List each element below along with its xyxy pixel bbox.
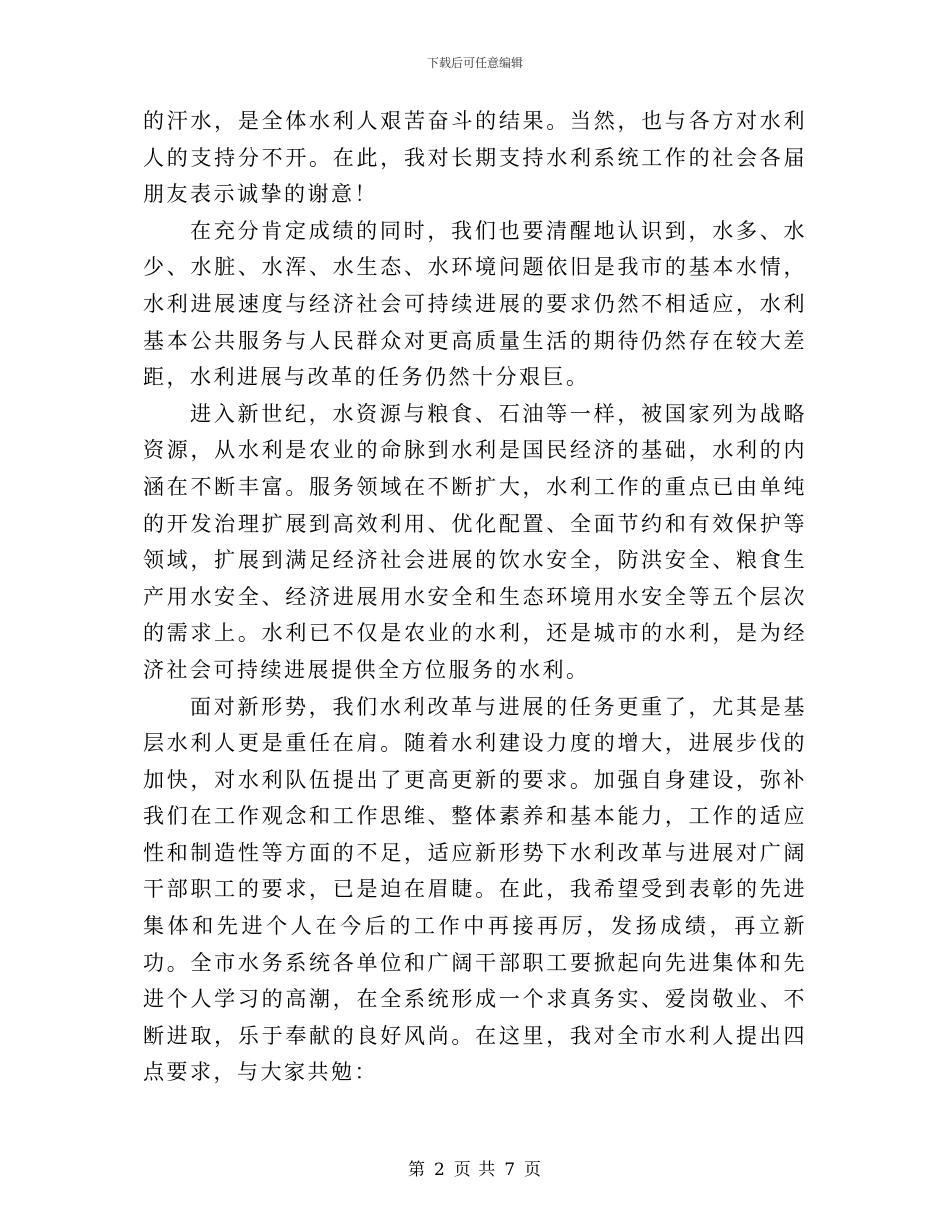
page-header: 下载后可任意编辑 [426, 56, 523, 70]
paragraph-1: 的汗水，是全体水利人艰苦奋斗的结果。当然，也与各方对水利人的支持分不开。在此，我对长期支持水利系统工作的社会各届朋友表示诚挚的谢意！ [143, 109, 807, 207]
footer-suffix: 页 [524, 1160, 543, 1180]
footer-prefix: 第 [407, 1160, 426, 1180]
footer-middle: 页 共 [453, 1160, 497, 1180]
total-page-count: 7 [504, 1160, 517, 1180]
current-page-number: 2 [433, 1160, 446, 1180]
page-footer [0, 1155, 950, 1180]
paragraph-2: 在充分肯定成绩的同时，我们也要清醒地认识到，水多、水少、水脏、水浑、水生态、水环境问题依旧是我市的基本水情，水利进展速度与经济社会可持续进展的要求仍然不相适应，水利基本公共服务与人民群众对更高质量生活的期待仍然存在较大差距，水利进展与改革的任务仍然十分艰巨。 [143, 218, 807, 390]
paragraph-4: 面对新形势，我们水利改革与进展的任务更重了，尤其是基层水利人更是重任在肩。随着水利建设力度的增大，进展步伐的加快，对水利队伍提出了更高更新的要求。加强自身建设，弥补我们在工作观念和工作思维、整体素养和基本能力，工作的适应性和制造性等方面的不足，适应新形势下水利改革与进展对广阔干部职工的要求，已是迫在眉睫。在此，我希望受到表彰的先进集体和先进个人在今后的工作中再接再厉，发扬成绩，再立新功。全市水务系统各单位和广阔干部职工要掀起向先进集体和先进个人学习的高潮，在全系统形成一个求真务实、爱岗敬业、不断进取，乐于奉献的良好风尚。在这里，我对全市水利人提出四点要求，与大家共勉： [143, 694, 807, 1085]
document-body [143, 103, 807, 1091]
paragraph-3: 进入新世纪，水资源与粮食、石油等一样，被国家列为战略资源，从水利是农业的命脉到水利是国民经济的基础，水利的内涵在不断丰富。服务领域在不断扩大，水利工作的重点已由单纯的开发治理扩展到高效利用、优化配置、全面节约和有效保护等领域，扩展到满足经济社会进展的饮水安全，防洪安全、粮食生产用水安全、经济进展用水安全和生态环境用水安全等五个层次的需求上。水利已不仅是农业的水利，还是城市的水利，是为经济社会可持续进展提供全方位服务的水利。 [143, 401, 807, 682]
